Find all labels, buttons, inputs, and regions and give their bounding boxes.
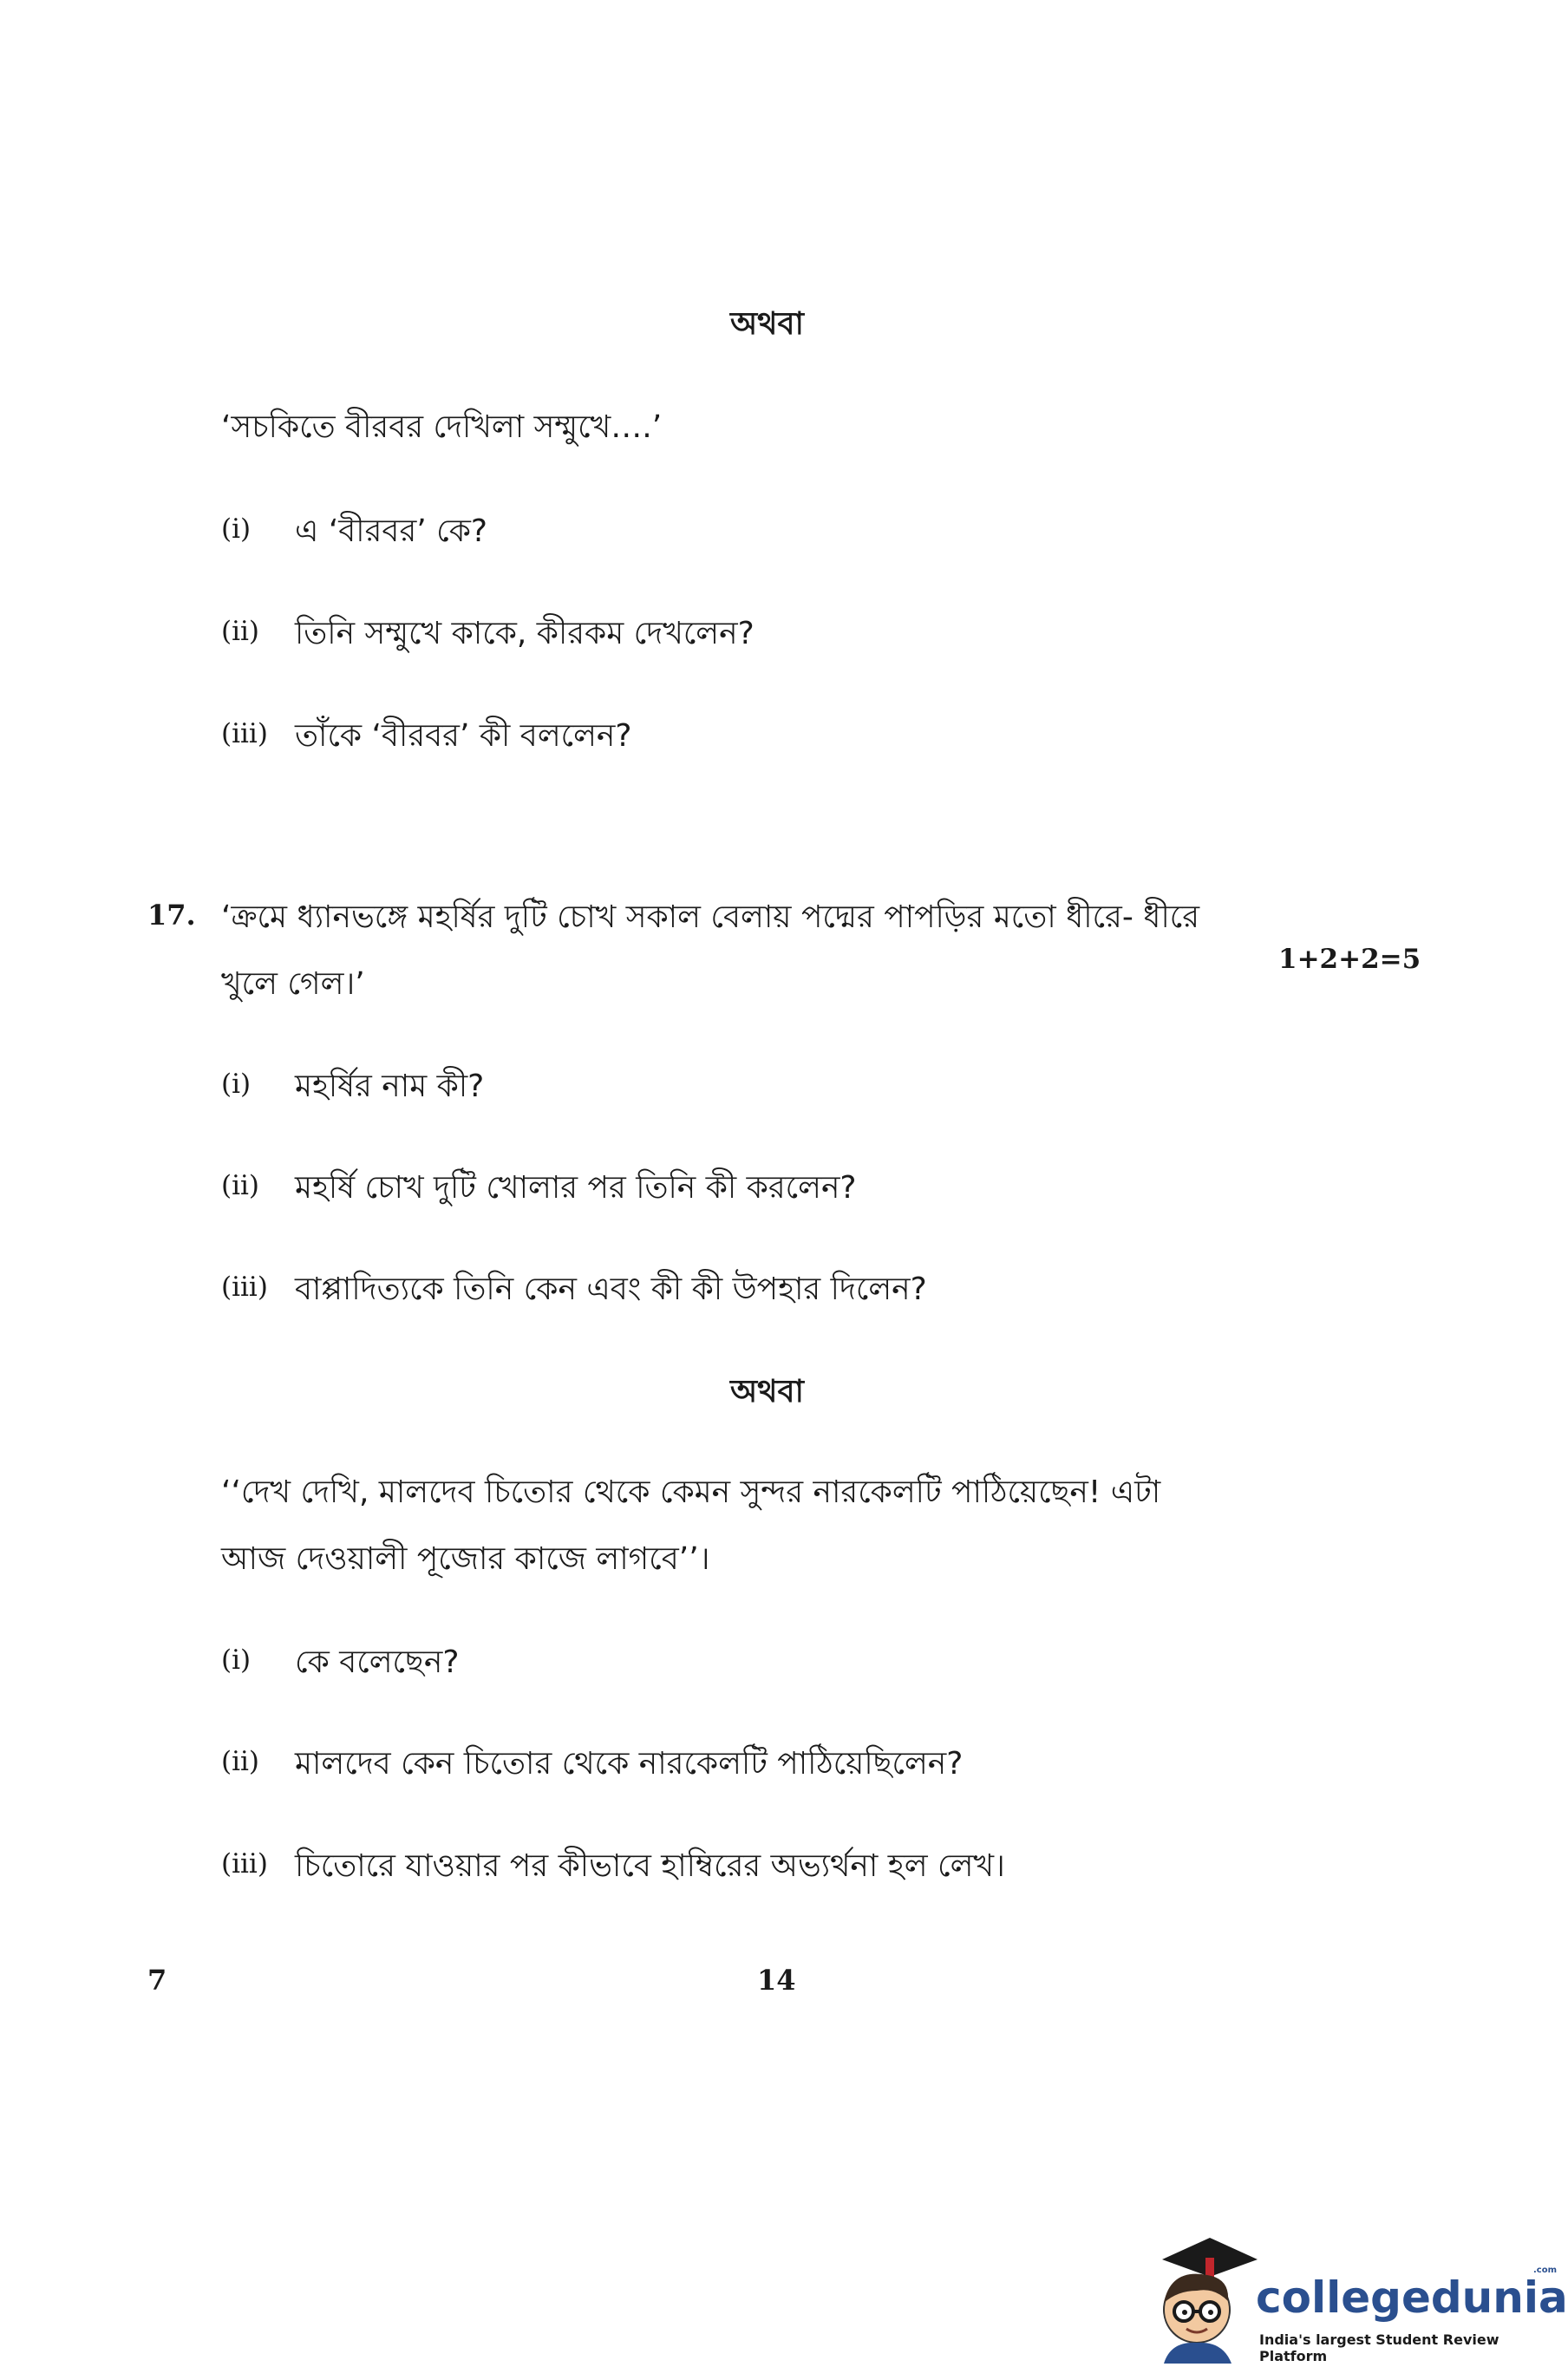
subq-num-b2: (ii) — [221, 1170, 260, 1201]
subq-text-c1: কে বলেছেন? — [295, 1644, 460, 1680]
subq-text-c3: চিতোরে যাওয়ার পর কীভাবে হাম্বিরের অভ্যর্থনা হল লেখ। — [295, 1848, 1005, 1884]
q17-quote-line2: খুলে গেল।’ — [221, 966, 365, 1002]
subq-text-b1: মহর্ষির নাম কী? — [295, 1069, 485, 1104]
subq-num-b3: (iii) — [221, 1272, 268, 1303]
subq-text-a3: তাঁকে ‘বীরবর’ কী বললেন? — [295, 718, 632, 754]
subq-num-a3: (iii) — [221, 718, 268, 749]
mascot-icon — [1145, 2233, 1266, 2364]
subq-num-a2: (ii) — [221, 616, 260, 647]
brand-name: collegedunia — [1256, 2272, 1568, 2323]
brand-dotcom: .com — [1533, 2266, 1558, 2275]
subq-num-c3: (iii) — [221, 1848, 268, 1880]
brand-tagline: India's largest Student Review Platform — [1259, 2331, 1499, 2364]
footer-code: 7 — [147, 1964, 167, 1997]
quote-2-line2: আজ দেওয়ালী পূজোর কাজে লাগবে’’। — [221, 1541, 710, 1577]
subq-num-b1: (i) — [221, 1069, 252, 1100]
q17-quote-line1: ‘ক্রমে ধ্যানভঙ্গে মহর্ষির দুটি চোখ সকাল বেলায় পদ্মের পাপড়ির মতো ধীরে- ধীরে — [221, 899, 1200, 935]
subq-num-c1: (i) — [221, 1644, 252, 1676]
subq-num-c2: (ii) — [221, 1746, 260, 1777]
subq-text-b2: মহর্ষি চোখ দুটি খোলার পর তিনি কী করলেন? — [295, 1170, 857, 1206]
quote-1: ‘সচকিতে বীরবর দেখিলা সম্মুখে….’ — [221, 409, 663, 445]
subq-text-a2: তিনি সম্মুখে কাকে, কীরকম দেখলেন? — [295, 616, 755, 651]
subq-text-b3: বাপ্পাদিত্যকে তিনি কেন এবং কী কী উপহার দিলেন? — [295, 1272, 927, 1307]
or-heading-2: অথবা — [730, 1374, 804, 1409]
or-heading-1: অথবা — [730, 306, 804, 342]
subq-text-a1: এ ‘বীরবর’ কে? — [295, 513, 488, 549]
q17-marks: 1+2+2=5 — [1278, 944, 1421, 975]
subq-num-a1: (i) — [221, 513, 252, 545]
question-number-17: 17. — [147, 899, 196, 932]
page-number: 14 — [757, 1964, 796, 1997]
quote-2-line1: ‘‘দেখ দেখি, মালদেব চিতোর থেকে কেমন সুন্দর নারকেলটি পাঠিয়েছেন! এটা — [221, 1474, 1161, 1510]
subq-text-c2: মালদেব কেন চিতোর থেকে নারকেলটি পাঠিয়েছিলেন? — [295, 1746, 964, 1782]
